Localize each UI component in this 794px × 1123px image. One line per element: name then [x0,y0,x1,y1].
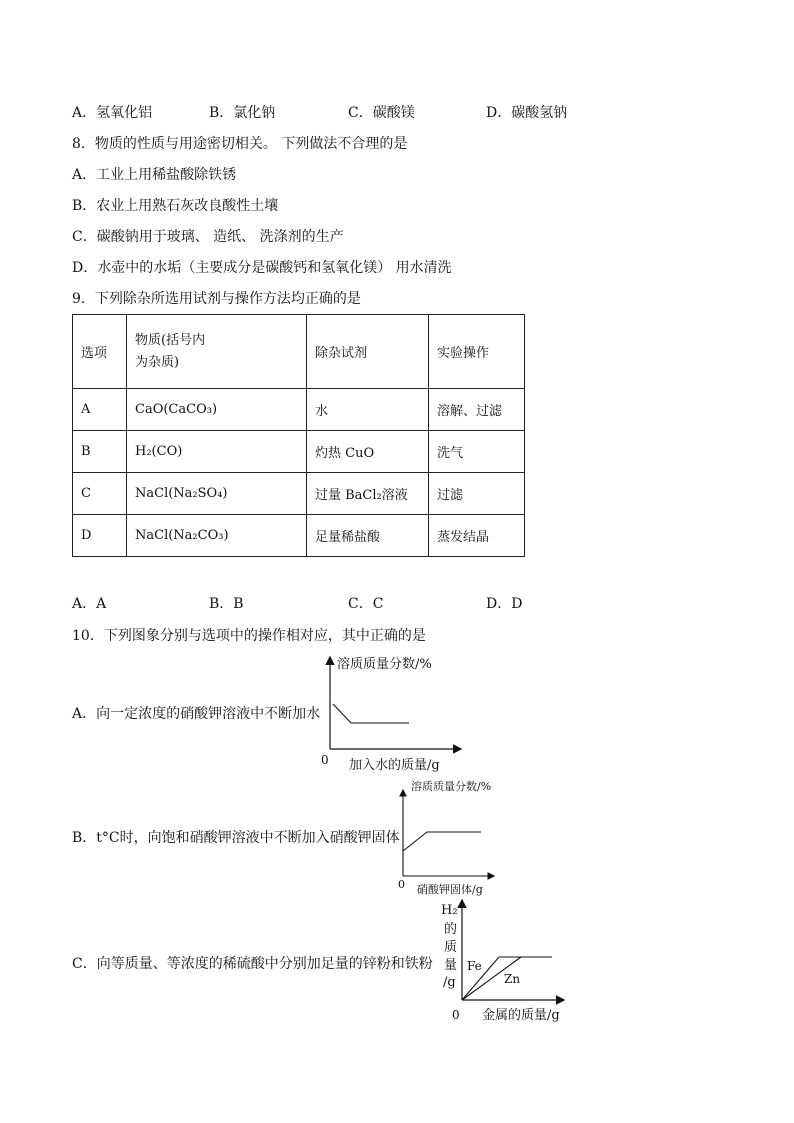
q10-graph-c [435,895,570,1030]
y-axis-label: 溶质质量分数/% [411,780,492,793]
q9-option-a: A．A [72,596,107,612]
q7-option-b: B．氯化钠 [209,105,276,121]
q9-cell-reagent: 足量稀盐酸 [307,515,429,557]
q10-option-a-text: A．向一定浓度的硝酸钾溶液中不断加水 [72,706,321,722]
q8-option-c: C．碳酸钠用于玻璃、 造纸、 洗涤剂的生产 [72,229,344,245]
q9-cell-option: A [73,389,127,431]
q8-stem: 8．物质的性质与用途密切相关。 下列做法不合理的是 [72,136,408,152]
q8-option-b: B．农业上用熟石灰改良酸性土壤 [72,198,279,214]
q7-option-c: C．碳酸镁 [348,105,415,121]
series-label-zn: Zn [504,972,521,986]
table-row [73,473,525,515]
series-line [403,832,481,851]
q9-cell-operation: 溶解、过滤 [429,389,525,431]
q9-cell-option: D [73,515,127,557]
x-axis-label: 硝酸钾固体/g [417,883,483,896]
q9-cell-substance: NaCl(Na₂CO₃) [127,515,307,557]
q9-header-substance-line1: 物质(括号内 [135,332,206,348]
q10-option-b-text: B．t°C时，向饱和硝酸钾溶液中不断加入硝酸钾固体 [72,830,400,846]
table-row [73,431,525,473]
y-axis-label-char: 的 [444,922,458,937]
q9-cell-operation: 过滤 [429,473,525,515]
q9-option-d: D．D [486,596,523,612]
q9-header-operation: 实验操作 [429,315,525,389]
y-axis-label-char: 质 [444,940,458,955]
y-axis-label-char: H₂ [441,903,458,918]
x-axis-label: 加入水的质量/g [349,758,440,773]
q9-header-option: 选项 [73,315,127,389]
origin-label: 0 [398,878,405,891]
q9-header-row [73,315,525,389]
q10-graph-b [395,775,510,900]
series-line [333,704,409,723]
q9-table [72,314,525,557]
origin-label: 0 [321,753,329,767]
q10-stem: 10．下列图象分别与选项中的操作相对应，其中正确的是 [72,628,426,644]
y-axis-label: 溶质质量分数/% [337,657,432,672]
q9-cell-substance: CaO(CaCO₃) [127,389,307,431]
q9-header-substance [127,315,307,389]
origin-label: 0 [452,1008,460,1022]
q9-cell-substance: NaCl(Na₂SO₄) [127,473,307,515]
q9-cell-substance: H₂(CO) [127,431,307,473]
q8-option-a: A．工业上用稀盐酸除铁锈 [72,167,237,183]
q8-option-d: D．水壶中的水垢（主要成分是碳酸钙和氢氧化镁） 用水清洗 [72,260,452,276]
y-axis-label-char: 量 [444,958,458,973]
q9-cell-option: C [73,473,127,515]
q9-option-c: C．C [348,596,384,612]
q7-option-a: A．氢氧化铝 [72,105,153,121]
q10-option-c-text: C．向等质量、等浓度的稀硫酸中分别加足量的锌粉和铁粉 [72,956,433,972]
q9-option-b: B．B [209,596,244,612]
q9-cell-operation: 蒸发结晶 [429,515,525,557]
series-label-fe: Fe [467,959,482,973]
q10-graph-a [315,652,480,777]
q9-cell-reagent: 过量 BaCl₂溶液 [307,473,429,515]
q9-header-substance-line2: 为杂质) [135,354,180,370]
q9-header-reagent: 除杂试剂 [307,315,429,389]
q9-cell-operation: 洗气 [429,431,525,473]
q9-cell-option: B [73,431,127,473]
table-row [73,389,525,431]
table-row [73,515,525,557]
q9-cell-reagent: 灼热 CuO [307,431,429,473]
x-axis-label: 金属的质量/g [482,1008,560,1023]
q9-stem: 9．下列除杂所选用试剂与操作方法均正确的是 [72,291,361,307]
y-axis-label-char: /g [443,975,456,990]
q9-cell-reagent: 水 [307,389,429,431]
q7-option-d: D．碳酸氢钠 [486,105,568,121]
